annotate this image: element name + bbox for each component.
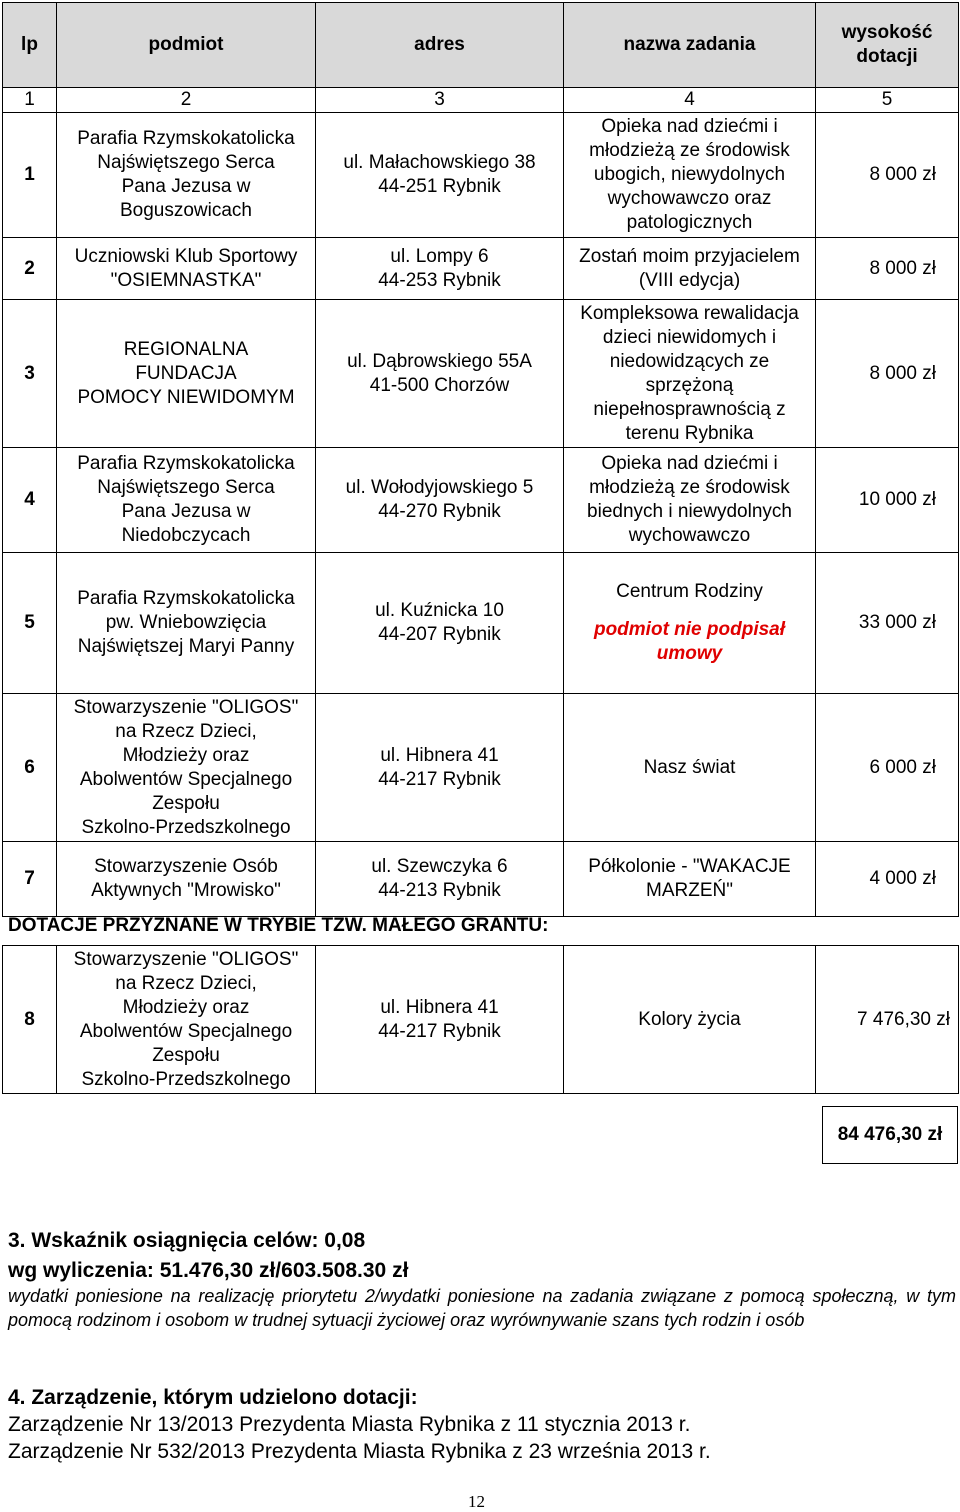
- cell-line: Stowarzyszenie "OLIGOS": [73, 696, 299, 718]
- table-row: [3, 694, 959, 842]
- table-row: [3, 113, 959, 238]
- row-lp: 7: [3, 842, 57, 917]
- cell-line: Kolory życia: [638, 1008, 741, 1030]
- row-lp: 4: [3, 448, 57, 553]
- row-lp: 2: [3, 238, 57, 300]
- row-podmiot: [57, 448, 316, 553]
- row-kwota: 4 000 zł: [816, 842, 959, 917]
- row-podmiot: [57, 238, 316, 300]
- row-adres: [316, 694, 564, 842]
- cell-line: wychowawczo: [628, 525, 751, 546]
- section-title: DOTACJE PRZYZNANE W TRYBIE TZW. MAŁEGO GRANTU:: [8, 915, 549, 936]
- header-adres: adres: [316, 3, 564, 88]
- row-zadanie: [564, 842, 816, 917]
- cell-line: 44-270 Rybnik: [378, 501, 501, 522]
- indicator-calc: wg wyliczenia: 51.476,30 zł/603.508.30 zł: [8, 1259, 409, 1282]
- row-lp: 8: [3, 946, 57, 1094]
- row-podmiot: [57, 842, 316, 917]
- cell-line: Szkolno-Przedszkolnego: [81, 816, 291, 838]
- cell-line: "OSIEMNASTKA": [110, 269, 262, 291]
- cell-line: 44-251 Rybnik: [378, 176, 501, 197]
- row-podmiot: [57, 946, 316, 1094]
- cell-line: Stowarzyszenie Osób: [94, 856, 278, 877]
- cell-line: Opieka nad dziećmi i: [601, 453, 778, 474]
- cell-line: Niedobczycach: [121, 525, 251, 546]
- cell-line: Zespołu: [152, 1044, 220, 1066]
- row-zadanie: [564, 553, 816, 694]
- row-podmiot: [57, 553, 316, 694]
- cell-line: Zostań moim przyjacielem: [579, 245, 800, 267]
- cell-line: ul. Lompy 6: [390, 245, 489, 267]
- table-row: [3, 842, 959, 917]
- regulation-line: Zarządzenie Nr 13/2013 Prezydenta Miasta Rybnika z 11 stycznia 2013 r.: [8, 1413, 691, 1436]
- row-adres: [316, 238, 564, 300]
- row-adres: [316, 946, 564, 1094]
- colnum: 5: [816, 88, 959, 113]
- cell-line: na Rzecz Dzieci,: [115, 720, 257, 742]
- cell-line: REGIONALNA: [123, 338, 249, 360]
- cell-line: Aktywnych "Mrowisko": [91, 880, 281, 901]
- cell-line: Parafia Rzymskokatolicka: [77, 588, 295, 609]
- cell-line: ul. Małachowskiego 38: [343, 152, 536, 173]
- row-kwota: 10 000 zł: [816, 448, 959, 553]
- cell-line: Kompleksowa rewalidacja: [580, 302, 799, 324]
- table-row: [3, 238, 959, 300]
- table-header-row: [3, 3, 959, 88]
- cell-line: sprzężoną: [645, 374, 734, 396]
- header-nazwa-zadania: nazwa zadania: [564, 3, 816, 88]
- row-kwota: 8 000 zł: [816, 300, 959, 448]
- zadanie-line: Centrum Rodziny: [616, 581, 763, 602]
- cell-line: FUNDACJA: [135, 362, 237, 384]
- grants-table: [2, 2, 959, 917]
- cell-line: Szkolno-Przedszkolnego: [81, 1068, 291, 1090]
- row-podmiot: [57, 300, 316, 448]
- cell-line: wychowawczo oraz: [607, 188, 772, 209]
- row-zadanie: [564, 113, 816, 238]
- row-zadanie: [564, 694, 816, 842]
- row-adres: [316, 300, 564, 448]
- cell-line: biednych i niewydolnych: [587, 501, 792, 522]
- cell-line: Opieka nad dziećmi i: [601, 116, 778, 137]
- cell-line: ul. Dąbrowskiego 55A: [347, 350, 532, 372]
- colnum: 2: [57, 88, 316, 113]
- cell-line: niepełnosprawnością z: [593, 398, 786, 420]
- cell-line: Półkolonie - "WAKACJE: [588, 856, 791, 877]
- cell-line: 44-207 Rybnik: [378, 624, 501, 645]
- cell-line: ul. Hibnera 41: [380, 744, 499, 766]
- row-zadanie: [564, 946, 816, 1094]
- row-adres: [316, 113, 564, 238]
- cell-line: Najświętszego Serca: [97, 477, 275, 498]
- indicator-block: [8, 1226, 408, 1286]
- table-row: [3, 448, 959, 553]
- colnum: 1: [3, 88, 57, 113]
- regulation-title: 4. Zarządzenie, którym udzielono dotacji:: [8, 1386, 418, 1409]
- cell-line: Boguszowicach: [119, 200, 253, 221]
- cell-line: Abolwentów Specjalnego: [79, 768, 293, 790]
- cell-line: terenu Rybnika: [625, 422, 754, 444]
- row-lp: 5: [3, 553, 57, 694]
- cell-line: na Rzecz Dzieci,: [115, 972, 257, 994]
- row-lp: 3: [3, 300, 57, 448]
- cell-line: 41-500 Chorzów: [369, 374, 510, 396]
- row-lp: 6: [3, 694, 57, 842]
- cell-line: Parafia Rzymskokatolicka: [77, 453, 295, 474]
- cell-line: dzieci niewidomych i: [602, 326, 777, 348]
- cell-line: Pana Jezusa w: [121, 501, 251, 522]
- row-adres: [316, 448, 564, 553]
- cell-line: POMOCY NIEWIDOMYM: [77, 386, 295, 408]
- row-kwota: 7 476,30 zł: [816, 946, 959, 1094]
- cell-line: Zespołu: [152, 792, 220, 814]
- cell-line: ul. Szewczyka 6: [371, 856, 508, 877]
- regulation-block: [8, 1384, 711, 1465]
- row-kwota: 8 000 zł: [816, 113, 959, 238]
- cell-line: MARZEŃ": [646, 880, 733, 901]
- cell-line: Młodzieży oraz: [122, 744, 250, 766]
- cell-line: patologicznych: [626, 212, 753, 233]
- cell-line: 44-217 Rybnik: [378, 1020, 501, 1042]
- cell-line: ul. Hibnera 41: [380, 996, 499, 1018]
- row-adres: [316, 553, 564, 694]
- cell-line: 44-217 Rybnik: [378, 768, 501, 790]
- status-note: podmiot nie podpisał: [593, 619, 786, 640]
- row-zadanie: [564, 448, 816, 553]
- row-zadanie: [564, 238, 816, 300]
- cell-line: niedowidzących ze: [609, 350, 770, 372]
- cell-line: ubogich, niewydolnych: [593, 164, 786, 185]
- table-row: [3, 300, 959, 448]
- cell-line: Młodzieży oraz: [122, 996, 250, 1018]
- cell-line: 44-213 Rybnik: [378, 880, 501, 901]
- cell-line: pw. Wniebowzięcia: [105, 612, 267, 633]
- header-lp: lp: [3, 3, 57, 88]
- header-wysokosc-dotacji: wysokość dotacji: [816, 3, 959, 88]
- indicator-description: wydatki poniesione na realizację priorytetu 2/wydatki poniesione na zadania związane z pomocą społeczną, w tym pomocą rodzinom i osobom w trudnej sytuacji życiowej oraz wyrównywanie szans tych rodzin i osób: [8, 1286, 956, 1330]
- status-note: umowy: [656, 643, 723, 664]
- row-kwota: 6 000 zł: [816, 694, 959, 842]
- row-lp: 1: [3, 113, 57, 238]
- table-row: [3, 553, 959, 694]
- cell-line: Najświętszego Serca: [97, 152, 275, 173]
- page-number: 12: [468, 1492, 485, 1511]
- cell-line: Abolwentów Specjalnego: [79, 1020, 293, 1042]
- row-adres: [316, 842, 564, 917]
- colnum: 3: [316, 88, 564, 113]
- header-podmiot: podmiot: [57, 3, 316, 88]
- row-podmiot: [57, 113, 316, 238]
- cell-line: Parafia Rzymskokatolicka: [77, 128, 295, 149]
- cell-line: 44-253 Rybnik: [378, 269, 501, 291]
- cell-line: (VIII edycja): [638, 269, 741, 291]
- row-podmiot: [57, 694, 316, 842]
- cell-line: ul. Kuźnicka 10: [375, 600, 504, 621]
- cell-line: Nasz świat: [643, 756, 736, 778]
- row-kwota: 8 000 zł: [816, 238, 959, 300]
- indicator-title: 3. Wskaźnik osiągnięcia celów: 0,08: [8, 1229, 366, 1252]
- colnum: 4: [564, 88, 816, 113]
- cell-line: młodzieżą ze środowisk: [589, 140, 790, 161]
- cell-line: Najświętszej Maryi Panny: [77, 636, 295, 657]
- cell-line: Stowarzyszenie "OLIGOS": [73, 948, 299, 970]
- row-zadanie: [564, 300, 816, 448]
- cell-line: Uczniowski Klub Sportowy: [74, 245, 298, 267]
- table-row: [3, 946, 959, 1094]
- small-grant-table: [2, 945, 959, 1094]
- cell-line: Pana Jezusa w: [121, 176, 251, 197]
- column-number-row: [3, 88, 959, 113]
- total-amount: 84 476,30 zł: [822, 1106, 958, 1164]
- cell-line: młodzieżą ze środowisk: [589, 477, 790, 498]
- regulation-line: Zarządzenie Nr 532/2013 Prezydenta Miasta Rybnika z 23 września 2013 r.: [8, 1440, 711, 1463]
- row-kwota: 33 000 zł: [816, 553, 959, 694]
- cell-line: ul. Wołodyjowskiego 5: [345, 477, 534, 498]
